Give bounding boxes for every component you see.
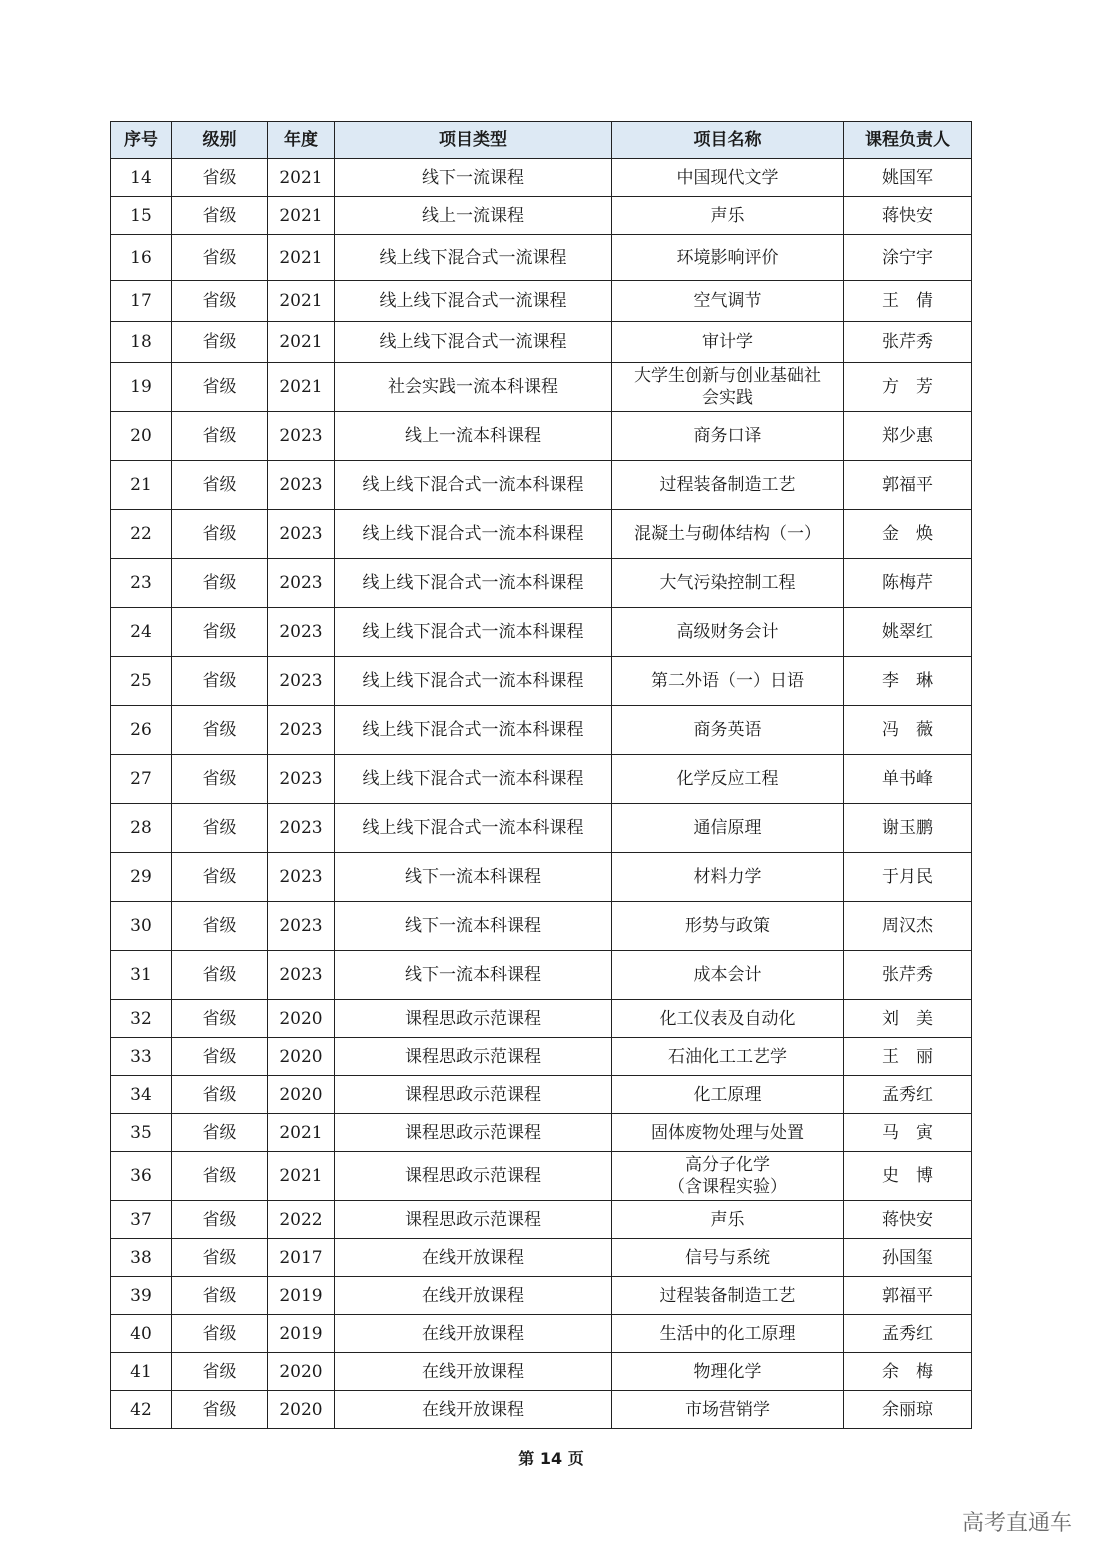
cell-level: 省级	[172, 902, 268, 951]
cell-no: 32	[111, 1000, 172, 1038]
cell-no: 34	[111, 1076, 172, 1114]
cell-type: 线上线下混合式一流本科课程	[335, 559, 612, 608]
cell-year: 2021	[268, 235, 335, 281]
cell-lead: 孟秀红	[844, 1076, 972, 1114]
cell-type: 课程思政示范课程	[335, 1114, 612, 1152]
cell-no: 39	[111, 1277, 172, 1315]
cell-no: 25	[111, 657, 172, 706]
header-cell-lead: 课程负责人	[844, 122, 972, 159]
cell-level: 省级	[172, 1239, 268, 1277]
cell-no: 23	[111, 559, 172, 608]
header-cell-level: 级别	[172, 122, 268, 159]
cell-name: 声乐	[612, 197, 844, 235]
cell-year: 2023	[268, 412, 335, 461]
cell-level: 省级	[172, 657, 268, 706]
cell-lead: 金 焕	[844, 510, 972, 559]
cell-level: 省级	[172, 1353, 268, 1391]
cell-no: 41	[111, 1353, 172, 1391]
cell-no: 37	[111, 1201, 172, 1239]
course-table	[110, 121, 972, 1429]
cell-level: 省级	[172, 1391, 268, 1429]
cell-type: 社会实践一流本科课程	[335, 363, 612, 412]
header-cell-year: 年度	[268, 122, 335, 159]
cell-level: 省级	[172, 608, 268, 657]
cell-year: 2020	[268, 1391, 335, 1429]
cell-level: 省级	[172, 281, 268, 322]
cell-type: 在线开放课程	[335, 1353, 612, 1391]
cell-type: 线上线下混合式一流本科课程	[335, 804, 612, 853]
cell-year: 2023	[268, 461, 335, 510]
cell-level: 省级	[172, 197, 268, 235]
table-row	[111, 159, 972, 197]
cell-lead: 郭福平	[844, 1277, 972, 1315]
cell-level: 省级	[172, 1038, 268, 1076]
table-row	[111, 902, 972, 951]
cell-year: 2023	[268, 657, 335, 706]
cell-lead: 冯 薇	[844, 706, 972, 755]
cell-name: 形势与政策	[612, 902, 844, 951]
cell-year: 2021	[268, 159, 335, 197]
cell-level: 省级	[172, 1277, 268, 1315]
table-row	[111, 1353, 972, 1391]
cell-no: 19	[111, 363, 172, 412]
cell-type: 在线开放课程	[335, 1277, 612, 1315]
cell-level: 省级	[172, 1114, 268, 1152]
cell-year: 2020	[268, 1353, 335, 1391]
table-row	[111, 706, 972, 755]
table-row	[111, 1239, 972, 1277]
cell-lead: 姚翠红	[844, 608, 972, 657]
cell-type: 线上线下混合式一流课程	[335, 235, 612, 281]
cell-lead: 余丽琼	[844, 1391, 972, 1429]
cell-lead: 余 梅	[844, 1353, 972, 1391]
page-number: 第 14 页	[518, 1449, 584, 1468]
cell-type: 线上线下混合式一流本科课程	[335, 461, 612, 510]
cell-name: 空气调节	[612, 281, 844, 322]
cell-lead: 王 丽	[844, 1038, 972, 1076]
cell-no: 15	[111, 197, 172, 235]
cell-level: 省级	[172, 1076, 268, 1114]
cell-name: 中国现代文学	[612, 159, 844, 197]
cell-name: 生活中的化工原理	[612, 1315, 844, 1353]
cell-level: 省级	[172, 510, 268, 559]
cell-type: 在线开放课程	[335, 1239, 612, 1277]
cell-name: 大气污染控制工程	[612, 559, 844, 608]
cell-name: 商务口译	[612, 412, 844, 461]
cell-year: 2017	[268, 1239, 335, 1277]
watermark: 高考直通车	[961, 1511, 1072, 1536]
cell-no: 30	[111, 902, 172, 951]
cell-name: 石油化工工艺学	[612, 1038, 844, 1076]
cell-level: 省级	[172, 159, 268, 197]
cell-no: 14	[111, 159, 172, 197]
cell-no: 38	[111, 1239, 172, 1277]
cell-lead: 单书峰	[844, 755, 972, 804]
table-row	[111, 853, 972, 902]
header-cell-type: 项目类型	[335, 122, 612, 159]
table-row	[111, 804, 972, 853]
cell-type: 线上线下混合式一流本科课程	[335, 755, 612, 804]
table-row	[111, 1201, 972, 1239]
cell-level: 省级	[172, 951, 268, 1000]
cell-level: 省级	[172, 804, 268, 853]
cell-name: 物理化学	[612, 1353, 844, 1391]
cell-lead: 张芹秀	[844, 951, 972, 1000]
table-row	[111, 1277, 972, 1315]
cell-no: 20	[111, 412, 172, 461]
cell-type: 线下一流本科课程	[335, 853, 612, 902]
cell-name: 审计学	[612, 322, 844, 363]
cell-name: 声乐	[612, 1201, 844, 1239]
table-row	[111, 1315, 972, 1353]
cell-year: 2020	[268, 1000, 335, 1038]
cell-level: 省级	[172, 853, 268, 902]
cell-level: 省级	[172, 559, 268, 608]
table-row	[111, 755, 972, 804]
cell-name: 信号与系统	[612, 1239, 844, 1277]
cell-year: 2021	[268, 363, 335, 412]
cell-type: 线上线下混合式一流本科课程	[335, 657, 612, 706]
cell-no: 16	[111, 235, 172, 281]
cell-type: 在线开放课程	[335, 1315, 612, 1353]
cell-year: 2023	[268, 853, 335, 902]
table-row	[111, 951, 972, 1000]
cell-type: 在线开放课程	[335, 1391, 612, 1429]
header-cell-no: 序号	[111, 122, 172, 159]
table-row	[111, 657, 972, 706]
cell-year: 2019	[268, 1277, 335, 1315]
cell-type: 线上线下混合式一流本科课程	[335, 510, 612, 559]
cell-year: 2021	[268, 281, 335, 322]
cell-lead: 马 寅	[844, 1114, 972, 1152]
cell-year: 2023	[268, 608, 335, 657]
cell-name: 化工仪表及自动化	[612, 1000, 844, 1038]
cell-year: 2023	[268, 902, 335, 951]
cell-type: 课程思政示范课程	[335, 1076, 612, 1114]
table-row	[111, 461, 972, 510]
table-body	[111, 159, 972, 1429]
table-row	[111, 1152, 972, 1201]
cell-year: 2023	[268, 559, 335, 608]
cell-year: 2021	[268, 322, 335, 363]
cell-lead: 李 琳	[844, 657, 972, 706]
cell-lead: 张芹秀	[844, 322, 972, 363]
cell-no: 26	[111, 706, 172, 755]
cell-year: 2023	[268, 706, 335, 755]
cell-name: 化学反应工程	[612, 755, 844, 804]
cell-lead: 方 芳	[844, 363, 972, 412]
cell-level: 省级	[172, 755, 268, 804]
cell-lead: 郑少惠	[844, 412, 972, 461]
cell-year: 2021	[268, 197, 335, 235]
cell-year: 2022	[268, 1201, 335, 1239]
cell-name: 高分子化学 （含课程实验）	[612, 1152, 844, 1201]
cell-no: 35	[111, 1114, 172, 1152]
cell-name: 混凝土与砌体结构（一）	[612, 510, 844, 559]
cell-year: 2019	[268, 1315, 335, 1353]
table-row	[111, 1000, 972, 1038]
cell-no: 36	[111, 1152, 172, 1201]
cell-lead: 史 博	[844, 1152, 972, 1201]
cell-no: 28	[111, 804, 172, 853]
cell-year: 2023	[268, 755, 335, 804]
cell-no: 29	[111, 853, 172, 902]
cell-type: 课程思政示范课程	[335, 1152, 612, 1201]
cell-type: 线上线下混合式一流课程	[335, 322, 612, 363]
cell-no: 18	[111, 322, 172, 363]
cell-name: 高级财务会计	[612, 608, 844, 657]
cell-name: 通信原理	[612, 804, 844, 853]
cell-type: 课程思政示范课程	[335, 1000, 612, 1038]
cell-level: 省级	[172, 1315, 268, 1353]
cell-name: 成本会计	[612, 951, 844, 1000]
cell-year: 2021	[268, 1152, 335, 1201]
cell-name: 过程装备制造工艺	[612, 461, 844, 510]
header-cell-name: 项目名称	[612, 122, 844, 159]
cell-no: 21	[111, 461, 172, 510]
table-header	[111, 122, 972, 159]
cell-level: 省级	[172, 363, 268, 412]
cell-year: 2020	[268, 1038, 335, 1076]
cell-year: 2023	[268, 510, 335, 559]
cell-level: 省级	[172, 322, 268, 363]
cell-no: 22	[111, 510, 172, 559]
cell-level: 省级	[172, 235, 268, 281]
table-row	[111, 510, 972, 559]
cell-level: 省级	[172, 412, 268, 461]
cell-level: 省级	[172, 1000, 268, 1038]
cell-type: 线上线下混合式一流本科课程	[335, 608, 612, 657]
cell-type: 线下一流本科课程	[335, 951, 612, 1000]
table-row	[111, 559, 972, 608]
cell-no: 17	[111, 281, 172, 322]
cell-type: 线下一流课程	[335, 159, 612, 197]
cell-type: 课程思政示范课程	[335, 1201, 612, 1239]
cell-year: 2023	[268, 804, 335, 853]
table-row	[111, 197, 972, 235]
cell-type: 线上一流本科课程	[335, 412, 612, 461]
cell-lead: 于月民	[844, 853, 972, 902]
cell-name: 材料力学	[612, 853, 844, 902]
cell-type: 线上线下混合式一流本科课程	[335, 706, 612, 755]
cell-no: 27	[111, 755, 172, 804]
cell-year: 2020	[268, 1076, 335, 1114]
cell-lead: 蒋快安	[844, 197, 972, 235]
cell-year: 2023	[268, 951, 335, 1000]
cell-type: 课程思政示范课程	[335, 1038, 612, 1076]
table-row	[111, 363, 972, 412]
cell-no: 33	[111, 1038, 172, 1076]
cell-lead: 姚国军	[844, 159, 972, 197]
table-row	[111, 322, 972, 363]
table-row	[111, 1391, 972, 1429]
table-row	[111, 235, 972, 281]
cell-level: 省级	[172, 1201, 268, 1239]
cell-level: 省级	[172, 461, 268, 510]
table-row	[111, 1114, 972, 1152]
cell-lead: 郭福平	[844, 461, 972, 510]
cell-no: 24	[111, 608, 172, 657]
cell-level: 省级	[172, 1152, 268, 1201]
cell-lead: 周汉杰	[844, 902, 972, 951]
cell-name: 市场营销学	[612, 1391, 844, 1429]
cell-name: 固体废物处理与处置	[612, 1114, 844, 1152]
header-row	[111, 122, 972, 159]
cell-lead: 蒋快安	[844, 1201, 972, 1239]
table-row	[111, 412, 972, 461]
cell-lead: 王 倩	[844, 281, 972, 322]
cell-lead: 谢玉鹏	[844, 804, 972, 853]
cell-no: 40	[111, 1315, 172, 1353]
cell-lead: 孟秀红	[844, 1315, 972, 1353]
cell-name: 环境影响评价	[612, 235, 844, 281]
cell-level: 省级	[172, 706, 268, 755]
cell-lead: 孙国玺	[844, 1239, 972, 1277]
cell-lead: 刘 美	[844, 1000, 972, 1038]
cell-name: 第二外语（一）日语	[612, 657, 844, 706]
cell-lead: 涂宁宇	[844, 235, 972, 281]
table-row	[111, 1038, 972, 1076]
table-row	[111, 281, 972, 322]
cell-type: 线上线下混合式一流课程	[335, 281, 612, 322]
cell-name: 商务英语	[612, 706, 844, 755]
cell-year: 2021	[268, 1114, 335, 1152]
table-row	[111, 608, 972, 657]
cell-lead: 陈梅芹	[844, 559, 972, 608]
cell-no: 31	[111, 951, 172, 1000]
table-row	[111, 1076, 972, 1114]
cell-name: 化工原理	[612, 1076, 844, 1114]
cell-name: 大学生创新与创业基础社 会实践	[612, 363, 844, 412]
cell-name: 过程装备制造工艺	[612, 1277, 844, 1315]
cell-type: 线下一流本科课程	[335, 902, 612, 951]
cell-no: 42	[111, 1391, 172, 1429]
cell-type: 线上一流课程	[335, 197, 612, 235]
